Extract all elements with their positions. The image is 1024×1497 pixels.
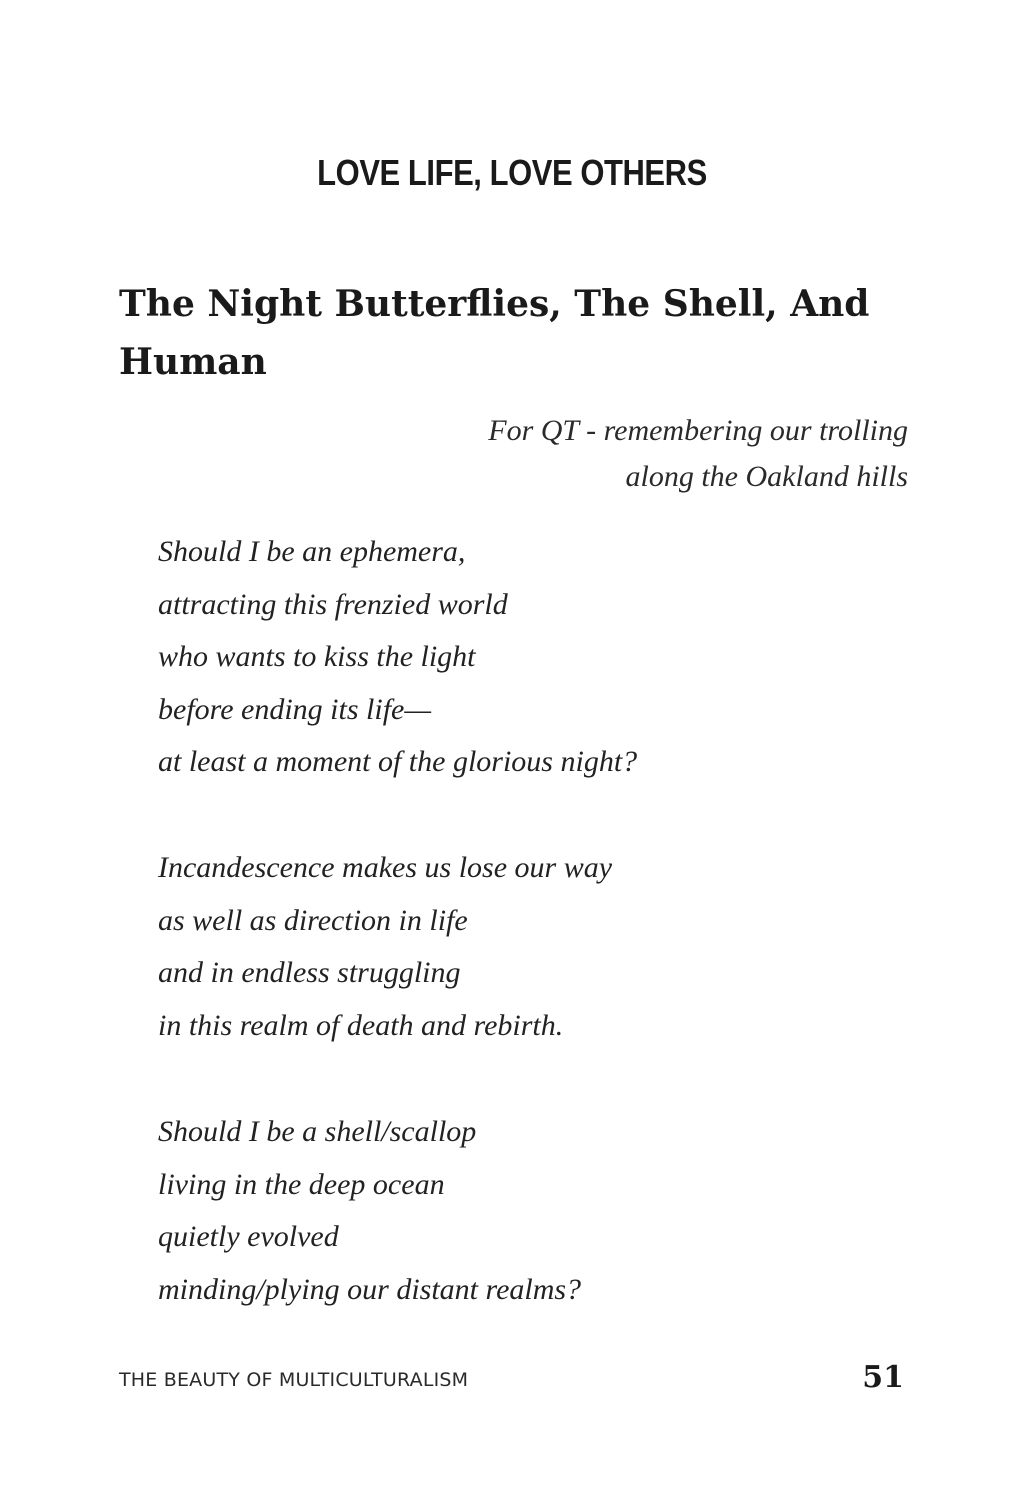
poem-stanza-2: [158, 842, 918, 1052]
poem-title: The Night Butterflies, The Shell, And Human: [119, 283, 870, 383]
poem-line: as well as direction in life: [158, 903, 468, 937]
poem-line: in this realm of death and rebirth.: [158, 1008, 564, 1042]
poem-stanza-3: [158, 1106, 918, 1316]
poem-line: at least a moment of the glorious night?: [158, 745, 638, 778]
dedication-line: For QT - remembering our trolling: [488, 414, 908, 447]
section-heading: LOVE LIFE, LOVE OTHERS: [317, 152, 707, 193]
poem-line: and in endless struggling: [158, 956, 461, 989]
poem-line: quietly evolved: [158, 1220, 339, 1253]
dedication-line: along the Oakland hills: [625, 460, 908, 493]
poem-line: minding/plying our distant realms?: [158, 1272, 582, 1306]
running-footer-title: THE BEAUTY OF MULTICULTURALISM: [119, 1369, 469, 1391]
poem-line: who wants to kiss the light: [158, 640, 476, 673]
poem-line: Should I be a shell/scallop: [158, 1115, 477, 1148]
poem-dedication: [308, 408, 908, 500]
poem-line: Should I be an ephemera,: [158, 535, 466, 568]
poem-line: attracting this frenzied world: [158, 587, 508, 621]
page-number: 51: [862, 1360, 904, 1395]
poem-line: living in the deep ocean: [158, 1167, 445, 1201]
poem-line: before ending its life—: [158, 692, 432, 726]
poem-line: Incandescence makes us lose our way: [158, 851, 613, 884]
poem-stanza-1: [158, 526, 918, 789]
